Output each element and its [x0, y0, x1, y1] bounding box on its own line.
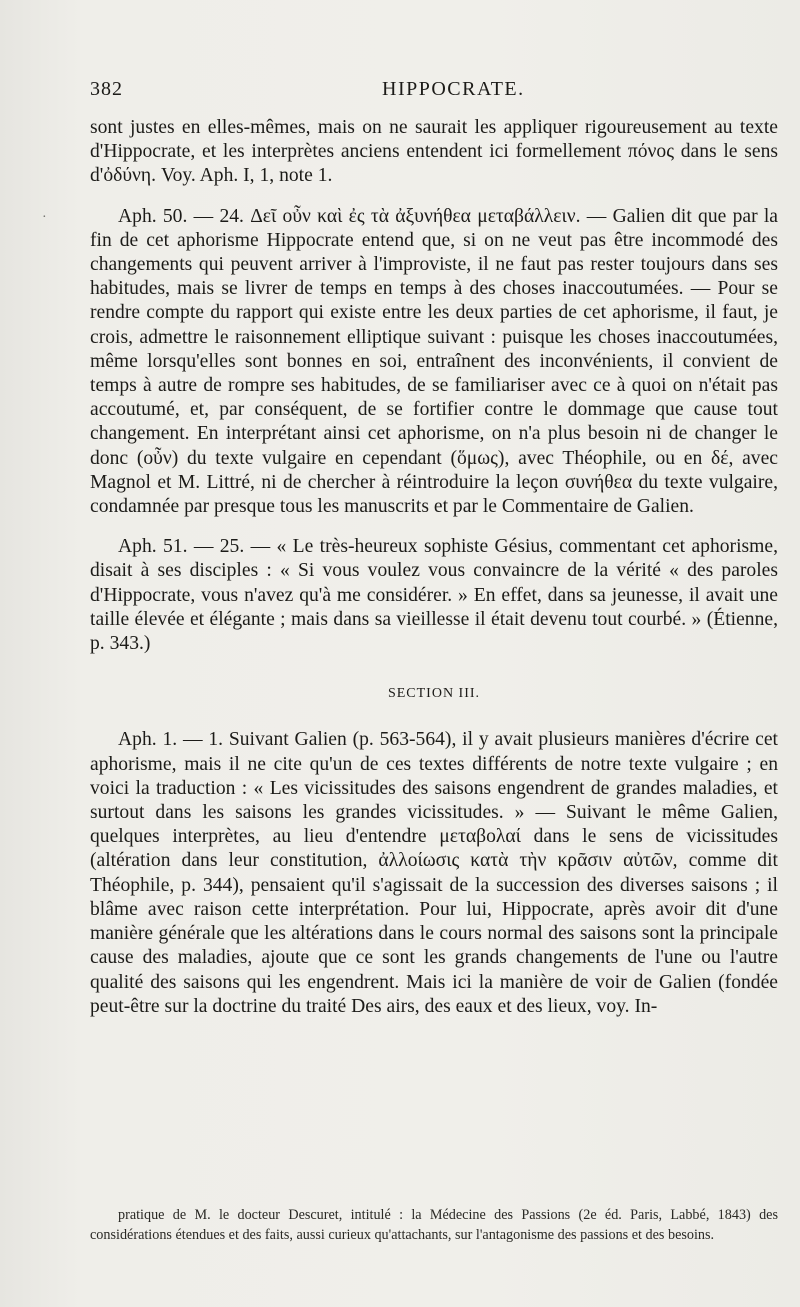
note-aph-50: Aph. 50. — 24. Δεῖ οὖν καὶ ἐς τὰ ἀξυνήθεα μεταβάλλειν. — Galien dit que par la fin de cet aphorisme Hippocrate entend que, si on ne veut pas être incommodé des changements qui peuvent arriver à l'improviste, il ne faut pas rester toujours dans ses habitudes, mais se livrer de temps en temps à des choses inaccoutumées. — Pour se rendre compte du rapport qui existe entre les deux parties de cet aphorisme, il faut, je crois, admettre le raisonnement elliptique suivant : puisque les choses inaccoutumées, même lorsqu'elles sont bonnes en soi, entraînent des inconvénients, il convient de temps à autre de rompre ses habitudes, de se familiariser avec ce à quoi on n'était pas accoutumé, et, par conséquent, de se fortifier contre le dommage que cause tout changement. En interprétant ainsi cet aphorisme, on n'a plus besoin ni de changer le donc (οὖν) du texte vulgaire en cependant (ὅμως), avec Théophile, ou en δέ, avec Magnol et M. Littré, ni de chercher à réintroduire la leçon συνήθεα du texte vulgaire, condamnée par presque tous les manuscrits et par le Commentaire de Galien.	[90, 205, 778, 518]
page-number: 382	[90, 78, 123, 100]
main-text	[90, 116, 778, 1019]
running-title: HIPPOCRATE.	[382, 78, 525, 100]
page-header	[90, 78, 780, 108]
note-aph-51: Aph. 51. — 25. — « Le très-heureux sophiste Gésius, commentant cet aphorisme, disait à ses disciples : « Si vous voulez vous convaincre de la vérité « des paroles d'Hippocrate, vous n'avez qu'à me considérer. » En effet, dans sa jeunesse, il avait une taille élevée et élégante ; mais dans sa vieillesse il était devenu tout courbé. » (Étienne, p. 343.)	[90, 536, 778, 655]
paragraph-continuation: sont justes en elles-mêmes, mais on ne saurait les appliquer rigoureusement au texte d'Hippocrate, et les interprètes anciens entendent ici formellement πόνος dans le sens d'ὀδύνη. Voy. Aph. I, 1, note 1.	[90, 117, 778, 187]
footnote: pratique de M. le docteur Descuret, intitulé : la Médecine des Passions (2e éd. Paris, Labbé, 1843) des considérations étendues et des faits, aussi curieux qu'attachants, sur l'antagonisme des passions et des besoins.	[90, 1207, 778, 1243]
margin-mark: ·	[42, 210, 47, 225]
note-section-iii-aph-1: Aph. 1. — 1. Suivant Galien (p. 563-564), il y avait plusieurs manières d'écrire cet aphorisme, mais il ne cite qu'un de ces textes différents de notre texte vulgaire ; en voici la traduction : « Les vicissitudes des saisons engendrent de grandes maladies, et surtout dans les saisons les grandes vicissitudes. » — Suivant le même Galien, quelques interprètes, au lieu d'entendre μεταβολαί dans le sens de vicissitudes (altération dans leur constitution, ἀλλοίωσις κατὰ τὴν κρᾶσιν αὐτῶν, comme dit Théophile, p. 344), pensaient qu'il s'agissait de la succession des diverses saisons ; il blâme avec raison cette interprétation. Pour lui, Hippocrate, après avoir dit d'une manière générale que les altérations dans le cours normal des saisons sont la principale cause des maladies, ajoute que ce sont les grands changements de l'une ou l'autre qualité des saisons qui les engendrent. Mais ici la manière de voir de Galien (fondée peut-être sur la doctrine du traité Des airs, des eaux et des lieux, voy. In-	[90, 729, 778, 1017]
section-heading: SECTION III.	[387, 686, 481, 702]
